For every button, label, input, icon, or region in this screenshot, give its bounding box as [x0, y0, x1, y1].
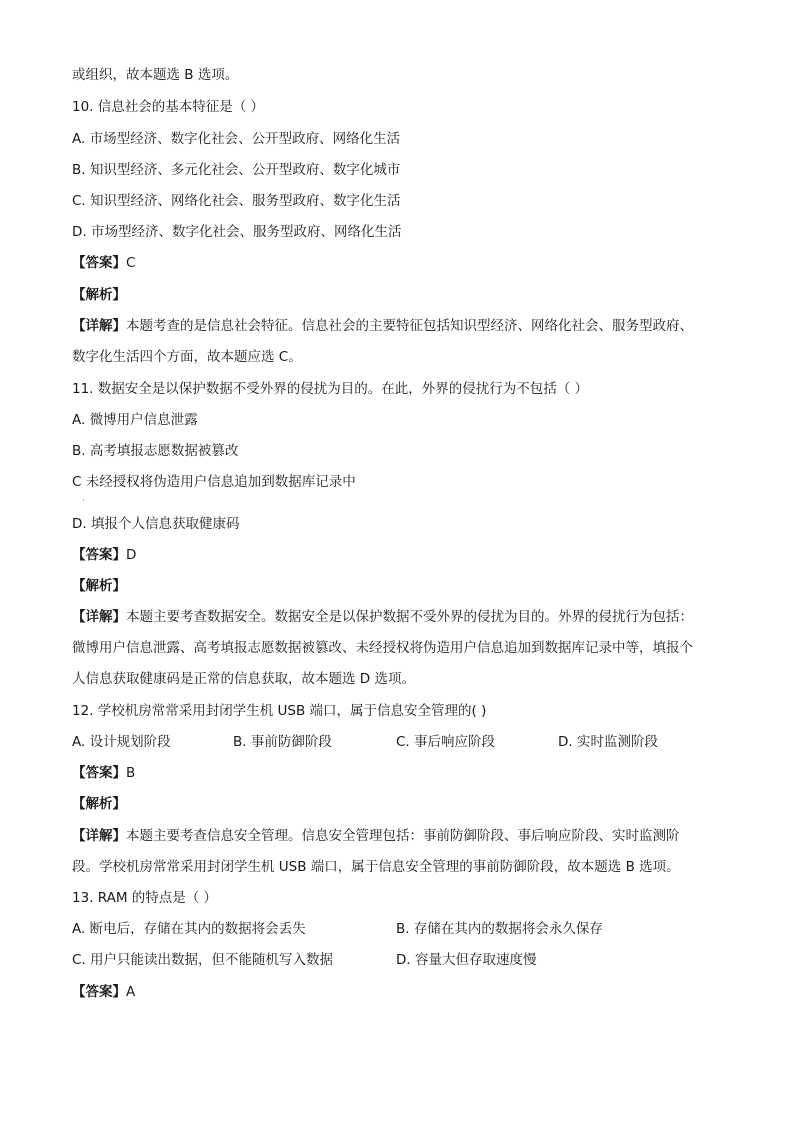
detail-text: 本题考查的是信息社会特征。信息社会的主要特征包括知识型经济、网络化社会、服务型政府、	[126, 318, 693, 334]
question-11-detail-line-3: 人信息获取健康码是正常的信息获取，故本题选 D 选项。	[72, 671, 415, 687]
answer-tag: 【答案】	[72, 984, 126, 1000]
question-13-stem: 13. RAM 的特点是（ ）	[72, 890, 218, 906]
question-12-stem: 12. 学校机房常常采用封闭学生机 USB 端口，属于信息安全管理的( )	[72, 703, 487, 719]
question-12-option-b: B. 事前防御阶段	[233, 734, 332, 750]
question-11-option-d: D. 填报个人信息获取健康码	[72, 516, 240, 532]
question-13-option-a: A. 断电后，存储在其内的数据将会丢失	[72, 921, 306, 937]
question-10-option-c: C. 知识型经济、网络化社会、服务型政府、数字化生活	[72, 193, 401, 209]
detail-tag: 【详解】	[72, 609, 126, 625]
question-12-detail-line-2: 段。学校机房常常采用封闭学生机 USB 端口，属于信息安全管理的事前防御阶段，故本题选 B 选项。	[72, 859, 680, 875]
detail-text: 本题主要考查数据安全。数据安全是以保护数据不受外界的侵扰为目的。外界的侵扰行为包括：	[126, 609, 693, 625]
question-10-detail-line-2: 数字化生活四个方面，故本题应选 C。	[72, 349, 302, 365]
answer-value: B	[126, 765, 136, 781]
question-10-stem: 10. 信息社会的基本特征是（ ）	[72, 99, 265, 115]
question-12-analysis-tag: 【解析】	[72, 796, 126, 812]
question-11-option-b: B. 高考填报志愿数据被篡改	[72, 443, 239, 459]
detail-tag: 【详解】	[72, 318, 126, 334]
question-11-option-c: C 未经授权将伪造用户信息追加到数据库记录中	[72, 474, 356, 490]
answer-value: A	[126, 984, 136, 1000]
question-10-option-d: D. 市场型经济、数字化社会、服务型政府、网络化生活	[72, 224, 402, 240]
question-13-option-d: D. 容量大但存取速度慢	[396, 952, 537, 968]
question-13-option-b: B. 存储在其内的数据将会永久保存	[396, 921, 603, 937]
question-11-stem: 11. 数据安全是以保护数据不受外界的侵扰为目的。在此，外界的侵扰行为不包括（ ）	[72, 381, 589, 397]
detail-tag: 【详解】	[72, 828, 126, 844]
detail-text: 本题主要考查信息安全管理。信息安全管理包括：事前防御阶段、事后响应阶段、实时监测阶	[126, 828, 680, 844]
question-10-detail-line-1	[72, 317, 693, 335]
question-10-analysis-tag: 【解析】	[72, 287, 126, 303]
question-11-option-a: A. 微博用户信息泄露	[72, 412, 198, 428]
question-12-option-a: A. 设计规划阶段	[72, 734, 171, 750]
prev-analysis-tail: 或组织，故本题选 B 选项。	[72, 67, 239, 83]
question-11-detail-line-1	[72, 608, 693, 626]
answer-value: C	[126, 255, 136, 271]
question-12-detail-line-1	[72, 827, 680, 845]
question-12-answer	[72, 764, 135, 782]
answer-tag: 【答案】	[72, 255, 126, 271]
question-10-answer	[72, 254, 135, 272]
question-10-option-a: A. 市场型经济、数字化社会、公开型政府、网络化生活	[72, 131, 401, 147]
question-12-option-d: D. 实时监测阶段	[558, 734, 658, 750]
question-13-answer	[72, 983, 135, 1001]
question-11-detail-line-2: 微博用户信息泄露、高考填报志愿数据被篡改、未经授权将伪造用户信息追加到数据库记录中等，填报个	[72, 640, 693, 656]
stray-dot-mark: ·	[82, 496, 85, 505]
question-13-option-c: C. 用户只能读出数据，但不能随机写入数据	[72, 952, 334, 968]
question-11-answer	[72, 546, 136, 564]
answer-tag: 【答案】	[72, 547, 126, 563]
answer-value: D	[126, 547, 137, 563]
question-11-analysis-tag: 【解析】	[72, 578, 126, 594]
answer-tag: 【答案】	[72, 765, 126, 781]
question-12-option-c: C. 事后响应阶段	[396, 734, 496, 750]
question-10-option-b: B. 知识型经济、多元化社会、公开型政府、数字化城市	[72, 162, 401, 178]
